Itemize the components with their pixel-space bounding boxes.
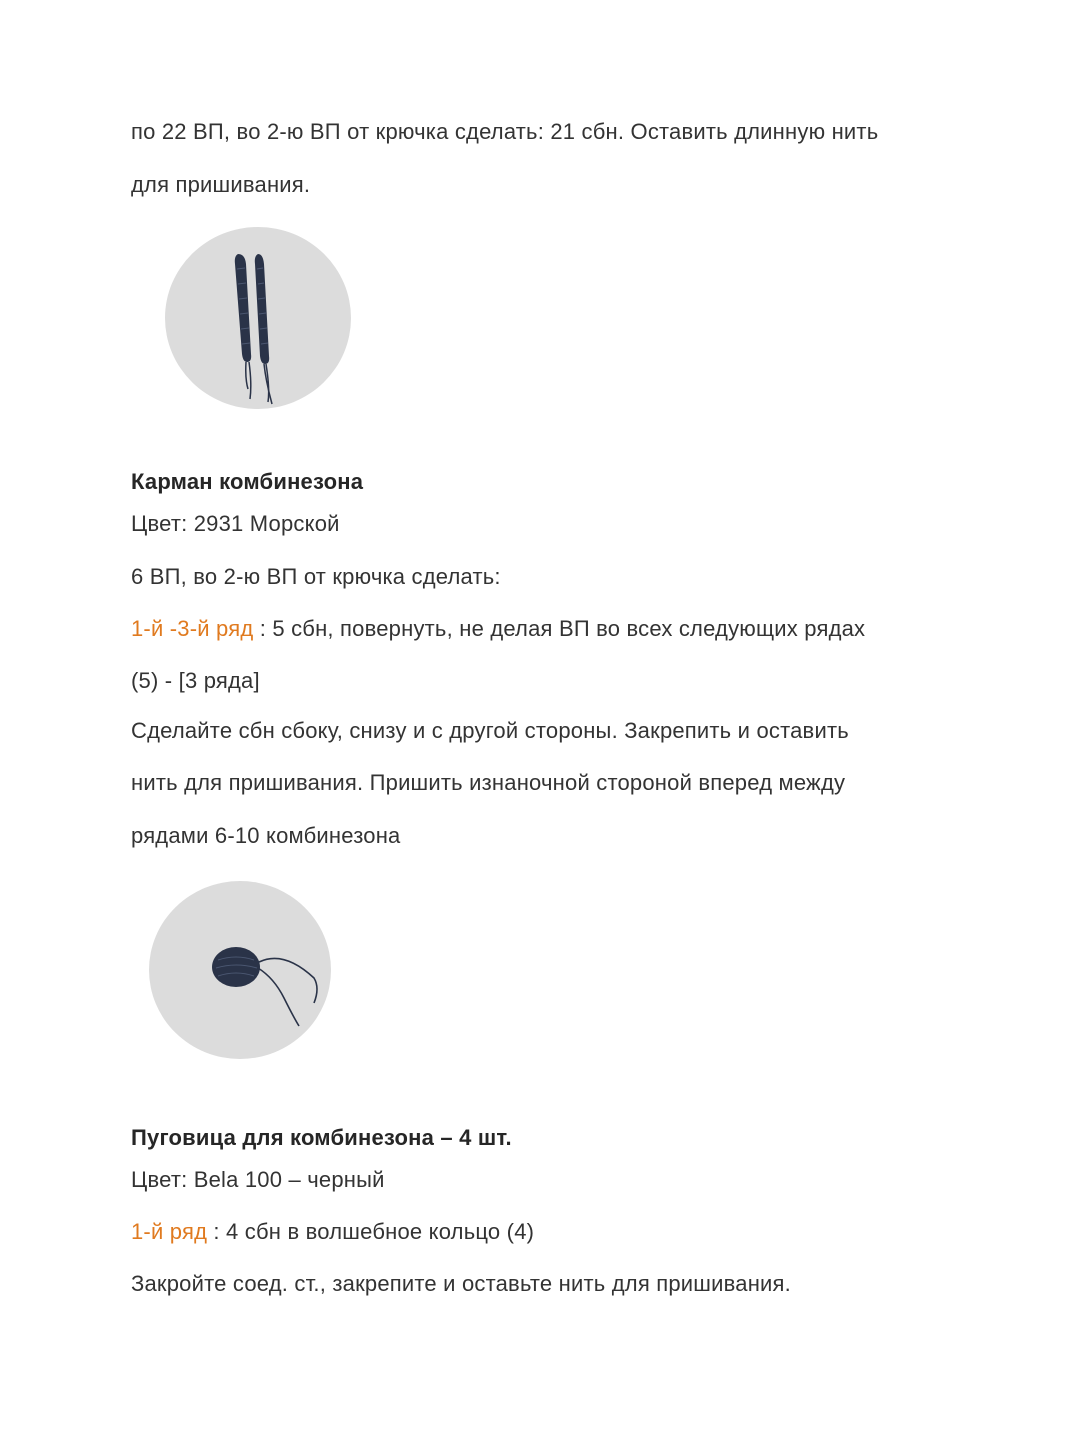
crochet-pocket-photo xyxy=(144,878,336,1062)
button-row-text: : 4 сбн в волшебное кольцо (4) xyxy=(207,1219,535,1244)
pocket-row-text: : 5 сбн, повернуть, не делая ВП во всех следующих рядах xyxy=(253,616,866,641)
button-color: Цвет: Bela 100 – черный xyxy=(131,1167,385,1192)
button-title: Пуговица для комбинезона – 4 шт. xyxy=(131,1125,512,1150)
intro-line-1: по 22 ВП, во 2-ю ВП от крючка сделать: 21 сбн. Оставить длинную нить xyxy=(131,119,879,144)
pocket-row xyxy=(131,614,865,644)
pocket-finish-1: Сделайте сбн сбоку, снизу и с другой стороны. Закрепить и оставить xyxy=(131,718,849,743)
pocket-finish-2: нить для пришивания. Пришить изнаночной стороной вперед между xyxy=(131,770,846,795)
pocket-row-count: (5) - [3 ряда] xyxy=(131,668,260,693)
button-row-label: 1-й ряд xyxy=(131,1219,208,1244)
pocket-finish-3: рядами 6-10 комбинезона xyxy=(131,823,401,848)
pocket-title: Карман комбинезона xyxy=(131,469,364,494)
pocket-row-label: 1-й -3-й ряд xyxy=(131,616,254,641)
crochet-straps-photo xyxy=(160,224,356,412)
button-finish: Закройте соед. ст., закрепите и оставьте нить для пришивания. xyxy=(131,1271,791,1296)
button-row xyxy=(131,1217,534,1247)
intro-line-2: для пришивания. xyxy=(131,172,311,197)
pocket-start: 6 ВП, во 2-ю ВП от крючка сделать: xyxy=(131,564,501,589)
pocket-color: Цвет: 2931 Морской xyxy=(131,511,340,536)
